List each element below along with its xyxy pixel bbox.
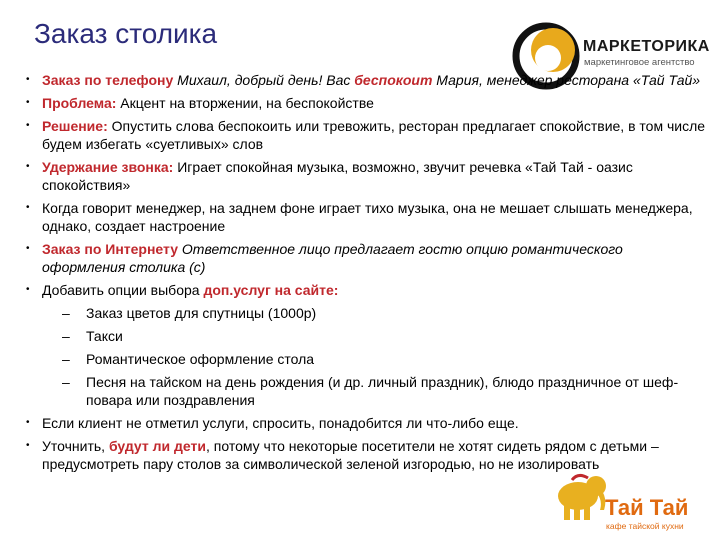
list-item: • Заказ по Интернету Ответственное лицо предлагает гостю опцию романтического оформления столика (с) [26, 241, 623, 275]
tai-tai-tagline: кафе тайской кухни [606, 521, 684, 531]
tai-tai-brand: Тай Тай [605, 495, 689, 520]
bullet-icon: • [26, 440, 30, 451]
dash-icon: – [62, 305, 70, 321]
sub-list-item: – Заказ цветов для спутницы (1000р) [62, 305, 317, 321]
bullet-icon: • [26, 202, 30, 213]
bullet-icon: • [26, 243, 30, 254]
bullet-icon: • [26, 161, 30, 172]
bullet-icon: • [26, 97, 30, 108]
list-item: • Удержание звонка: Играет спокойная музыка, возможно, звучит речевка «Тай Тай - оазис спокойствия» [26, 159, 633, 193]
list-item: • Когда говорит менеджер, на заднем фоне играет тихо музыка, она не мешает слышать менеджера, однако, создает настроение [26, 200, 693, 234]
bullet-icon: • [26, 284, 30, 295]
list-item: • Добавить опции выбора доп.услуг на сайте: [26, 282, 339, 298]
sub-list-item: – Песня на тайском на день рождения (и др. личный праздник), блюдо праздничное от шеф-повара или поздравления [62, 374, 679, 408]
marketorika-brand: МАРКЕТОРИКА [583, 38, 710, 55]
sub-list-item: – Романтическое оформление стола [62, 351, 315, 367]
marketorika-tagline: маркетинговое агентство [584, 57, 695, 68]
dash-icon: – [62, 374, 70, 390]
list-item: • Если клиент не отметил услуги, спросить, понадобится ли что-либо еще. [26, 415, 519, 431]
page-title: Заказ столика [34, 18, 218, 49]
bullet-icon: • [26, 417, 30, 428]
list-item: • Проблема: Акцент на вторжении, на беспокойстве [26, 95, 374, 111]
dash-icon: – [62, 351, 70, 367]
sub-list-item: – Такси [62, 328, 123, 344]
dash-icon: – [62, 328, 70, 344]
list-item: • Заказ по телефону Михаил, добрый день! Вас беспокоит Мария, менеджер ресторана «Тай Тай» [26, 72, 701, 88]
bullet-icon: • [26, 74, 30, 85]
bullet-icon: • [26, 120, 30, 131]
bullet-list [16, 71, 706, 478]
list-item: • Решение: Опустить слова беспокоить или тревожить, ресторан предлагает спокойствие, в том числе будем избегать «суетливых» слов [26, 118, 706, 152]
list-item: • Уточнить, будут ли дети, потому что некоторые посетители не хотят сидеть рядом с детьми – предусмотреть пару столов за символической зеленой изгородью, но не изолировать [26, 438, 659, 472]
